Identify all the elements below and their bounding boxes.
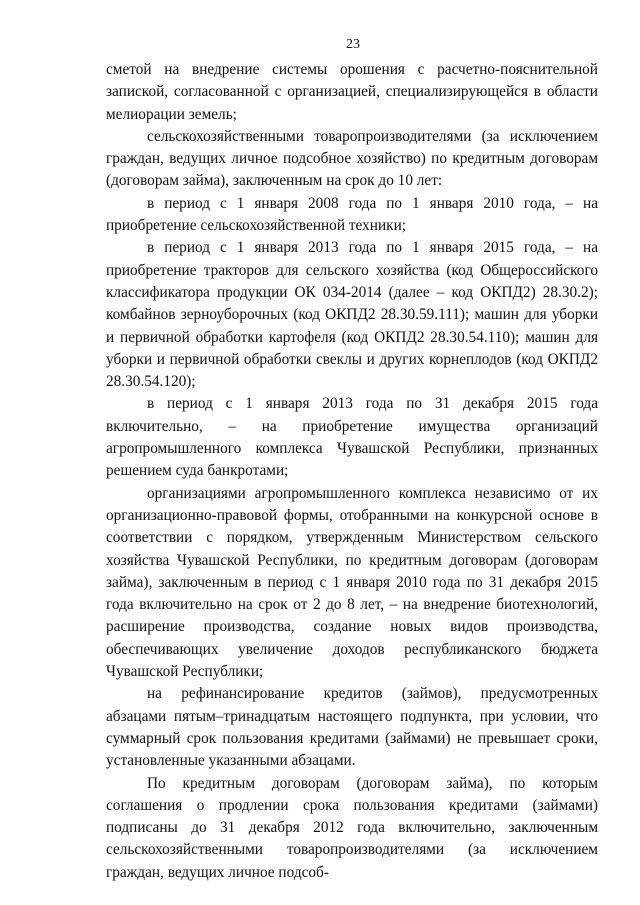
paragraph-4: в период с 1 января 2013 года по 1 января 2015 года, – на приобретение тракторов для сельского хозяйства (код Общероссийского классификатора продукции ОК 034-2014 (далее – код ОКПД2) 28.30.2); комбайнов зерноуборочных (код ОКПД2 28.30.59.111); машин для уборки и первичной обработки картофеля (код ОКПД2 28.30.54.110); машин для уборки и первичной обработки свеклы и других корнеплодов (код ОКПД2 28.30.54.120); xyxy=(106,239,598,391)
document-body xyxy=(106,59,598,884)
paragraph-3: в период с 1 января 2008 года по 1 января 2010 года, – на приобретение сельскохозяйственной техники; xyxy=(106,194,598,235)
paragraph-5: в период с 1 января 2013 года по 31 декабря 2015 года включительно, – на приобретение имущества организаций агропромышленного комплекса Чувашской Республики, признанных решением суда банкротами; xyxy=(106,395,598,480)
paragraph-7: на рефинансирование кредитов (займов), предусмотренных абзацами пятым–тринадцатым настоящего подпункта, при условии, что суммарный срок пользования кредитами (займами) не превышает сроки, установленные указанными абзацами. xyxy=(106,685,598,770)
paragraph-1: сметой на внедрение системы орошения с расчетно-пояснительной запиской, согласованной с организацией, специализирующейся в области мелиорации земель; xyxy=(106,61,598,123)
paragraph-6: организациями агропромышленного комплекса независимо от их организационно-правовой формы, отобранными на конкурсной основе в соответствии с порядком, утвержденным Министерством сельского хозяйства Чувашской Республики, по кредитным договорам (договорам займа), заключенным в период с 1 января 2010 года по 31 декабря 2015 года включительно на срок от 2 до 8 лет, – на внедрение биотехнологий, расширение производства, создание новых видов производства, обеспечивающих увеличение доходов республиканского бюджета Чувашской Республики; xyxy=(106,484,598,681)
page-number: 23 xyxy=(346,37,360,52)
paragraph-2: сельскохозяйственными товаропроизводителями (за исключением граждан, ведущих личное подсобное хозяйство) по кредитным договорам (договорам займа), заключенным на срок до 10 лет: xyxy=(106,127,598,190)
paragraph-8: По кредитным договорам (договорам займа), по которым соглашения о продлении срока пользования кредитами (займами) подписаны до 31 декабря 2012 года включительно, заключенным сельскохозяйственными товаропроизводителями (за исключением граждан, ведущих личное подсоб- xyxy=(106,774,598,881)
